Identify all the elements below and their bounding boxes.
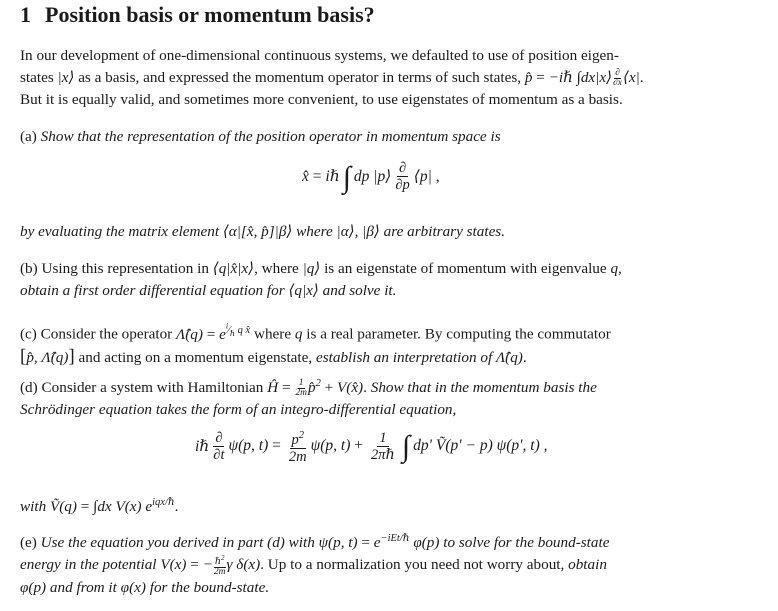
part-b-label: (b) (20, 260, 38, 277)
part-e-statement: (e) Use the equation you derived in part (d) with ψ(p, $t) = e^{-iEt/\hbar}$ φ(p) to solve for the bound-state energy in the potential V(x) = − ℏ$^2$ 2m γ δ(x). Up to a normalization you need not worry about, obtain φ(p) and from it φ(x) for the bound-state. (20, 533, 610, 597)
part-c-statement: (c) Consider the operator Λ̂(q) = $e^{^i⁄_\hbar q x̂}$ where q is a real parameter. By computing the commutator [p̂, Λ̂(q)] and acting on a momentum eigenstate, establish an interpretation of Λ̂(q). (20, 321, 611, 367)
part-c-label: (c) (20, 325, 37, 343)
schrodinger-momentum-equation: iℏ $\frac{\partial}{\partial t}$ ψ(p, t) = $\frac{p^2}{2m}$ ψ(p, t) + $\frac{1}{\text{2πℏ}}$ ∫ dp′ Ṽ(p′ − p) ψ(p′, t) , (195, 429, 548, 465)
part-b-statement: (b) Using this representation in ⟨q|x̂|x⟩, where |q⟩ is an eigenstate of momentum with eigenvalue q, obtain a first order differential equation for ⟨q|x⟩ and solve it. (20, 260, 622, 299)
part-e-label: (e) (20, 534, 37, 552)
part-a-after: by evaluating the matrix element ⟨α|[x̂, p̂]|β⟩ where |α⟩, |β⟩ are arbitrary states. (20, 223, 506, 240)
part-d-statement: (d) Consider a system with Hamiltonian Ĥ = $\frac{1}{2m}$ p̂$^2$ + V(x̂). Show that in the momentum basis the Schrödinger equation takes the form of an integro-differential equation, (20, 378, 597, 419)
section-title: Position basis or momentum basis? (45, 2, 375, 27)
intro-line-3: But it is equally valid, and sometimes more convenient, to use eigenstates of momentum as a basis. (20, 91, 623, 108)
section-number: 1 (20, 2, 31, 27)
intro-line-1: In our development of one-dimensional continuous systems, we defaulted to use of position eigen- (20, 47, 619, 64)
intro-paragraph (20, 45, 762, 111)
part-a-statement (20, 126, 762, 148)
part-d-label: (d) (20, 379, 38, 397)
section-heading (20, 2, 375, 28)
part-a-text: Show that the representation of the position operator in momentum space is (40, 128, 501, 145)
position-operator-equation: x̂ = iℏ ∫ dp |p⟩ $\frac{\partial}{\partial p}$ ⟨p| , (302, 160, 440, 194)
part-d-with: with Ṽ(q) = ∫dx V(x) $e^{iqx/\hbar}$. (20, 497, 179, 516)
part-a-label: (a) (20, 128, 37, 145)
intro-line-2: states |x⟩ as a basis, and expressed the momentum operator in terms of such states, p̂ = −iℏ ∫dx|x⟩ ∂ ∂x ⟨x|. (20, 68, 644, 89)
